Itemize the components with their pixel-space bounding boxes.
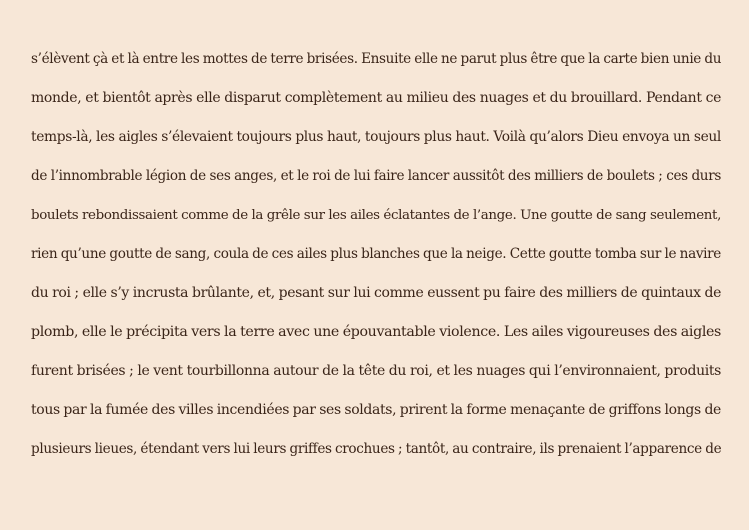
text-line: plomb, elle le précipita vers la terre avec une épouvantable violence. Les ailes vigoureuses des aigles <box>31 324 721 340</box>
text-line: furent brisées ; le vent tourbillonna autour de la tête du roi, et les nuages qui l’environnaient, produits <box>31 363 721 379</box>
text-line: boulets rebondissaient comme de la grêle sur les ailes éclatantes de l’ange. Une goutte de sang seulement, <box>31 208 721 223</box>
text-line: rien qu’une goutte de sang, coula de ces ailes plus blanches que la neige. Cette goutte tomba sur le navire <box>31 246 721 262</box>
text-line: s’élèvent çà et là entre les mottes de terre brisées. Ensuite elle ne parut plus être que la carte bien unie du <box>31 51 721 67</box>
text-line: plusieurs lieues, étendant vers lui leurs griffes crochues ; tantôt, au contraire, ils prenaient l’apparence de <box>31 441 721 457</box>
text-line: monde, et bientôt après elle disparut complètement au milieu des nuages et du brouillard. Pendant ce <box>31 90 721 106</box>
text-line: de l’innombrable légion de ses anges, et le roi de lui faire lancer aussitôt des milliers de boulets ; ces durs <box>31 168 721 184</box>
text-line: temps-là, les aigles s’élevaient toujours plus haut, toujours plus haut. Voilà qu’alors Dieu envoya un seul <box>31 129 721 145</box>
body-text <box>31 40 721 469</box>
text-line: tous par la fumée des villes incendiées par ses soldats, prirent la forme menaçante de griffons longs de <box>31 402 721 418</box>
text-line: du roi ; elle s’y incrusta brûlante, et, pesant sur lui comme eussent pu faire des milliers de quintaux de <box>31 285 721 301</box>
